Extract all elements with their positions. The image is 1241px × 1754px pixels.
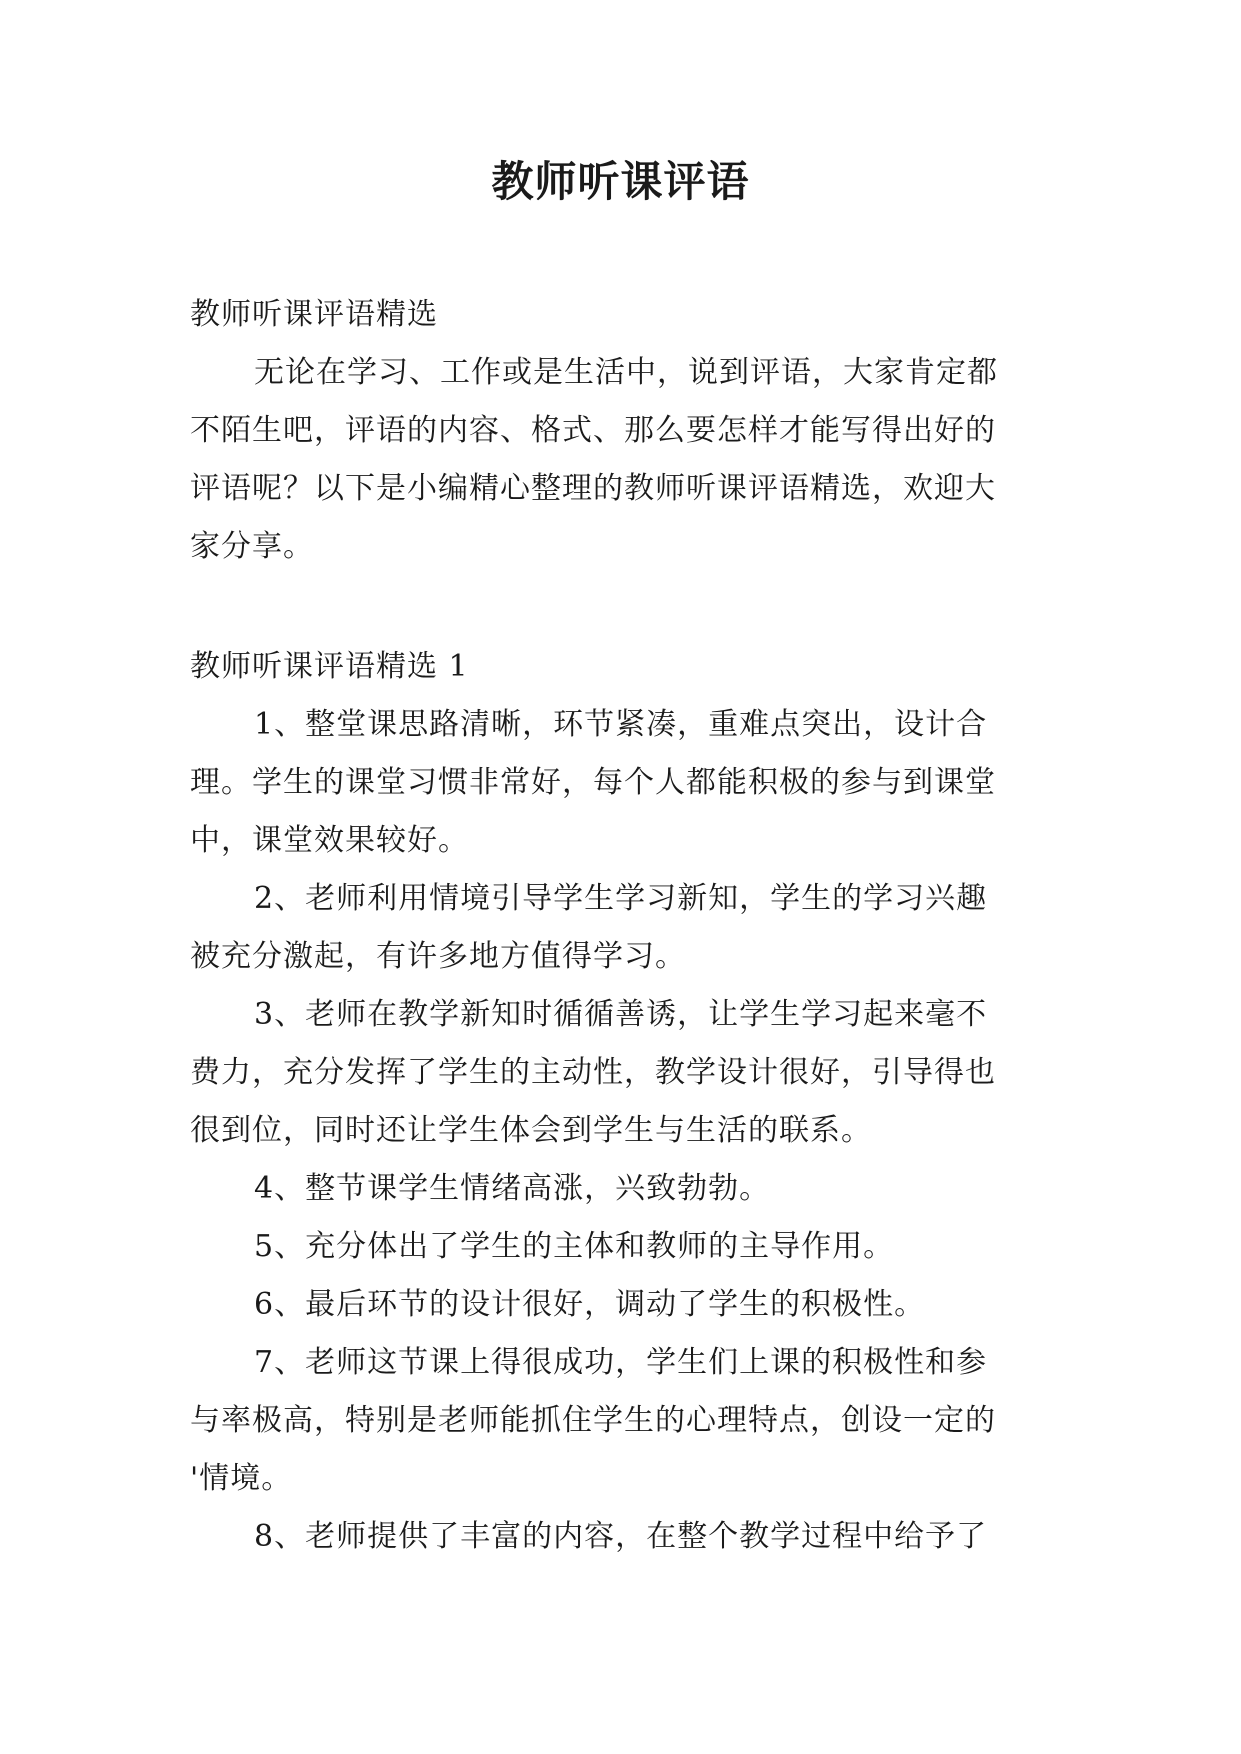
document-body — [190, 286, 1052, 1566]
comment-line: 中，课堂效果较好。 — [190, 823, 469, 858]
intro-line: 家分享。 — [190, 529, 314, 564]
subtitle: 教师听课评语精选 — [190, 297, 438, 332]
comment-line: 4、整节课学生情绪高涨，兴致勃勃。 — [254, 1171, 771, 1206]
comment-line: 5、充分体出了学生的主体和教师的主导作用。 — [254, 1229, 895, 1264]
comment-line: 1、整堂课思路清晰，环节紧凑，重难点突出，设计合 — [254, 707, 988, 742]
document-title: 教师听课评语 — [491, 157, 750, 206]
intro-line: 评语呢？以下是小编精心整理的教师听课评语精选，欢迎大 — [190, 471, 996, 506]
comment-line: 7、老师这节课上得很成功，学生们上课的积极性和参 — [254, 1345, 988, 1380]
comment-line: 与率极高，特别是老师能抓住学生的心理特点，创设一定的 — [190, 1403, 996, 1438]
section-gap — [190, 576, 1052, 638]
intro-line: 无论在学习、工作或是生活中，说到评语，大家肯定都 — [254, 355, 998, 390]
comment-line: '情境。 — [190, 1461, 293, 1496]
comment-line: 8、老师提供了丰富的内容，在整个教学过程中给予了 — [254, 1519, 988, 1554]
comment-line: 很到位，同时还让学生体会到学生与生活的联系。 — [190, 1113, 872, 1148]
comment-line: 理。学生的课堂习惯非常好，每个人都能积极的参与到课堂 — [190, 765, 996, 800]
comment-line: 3、老师在教学新知时循循善诱，让学生学习起来毫不 — [254, 997, 988, 1032]
comment-line: 2、老师利用情境引导学生学习新知，学生的学习兴趣 — [254, 881, 988, 916]
comment-line: 被充分激起，有许多地方值得学习。 — [190, 939, 686, 974]
intro-line: 不陌生吧，评语的内容、格式、那么要怎样才能写得出好的 — [190, 413, 996, 448]
section-heading: 教师听课评语精选 1 — [190, 649, 469, 684]
comment-line: 6、最后环节的设计很好，调动了学生的积极性。 — [254, 1287, 926, 1322]
comment-line: 费力，充分发挥了学生的主动性，教学设计很好，引导得也 — [190, 1055, 996, 1090]
